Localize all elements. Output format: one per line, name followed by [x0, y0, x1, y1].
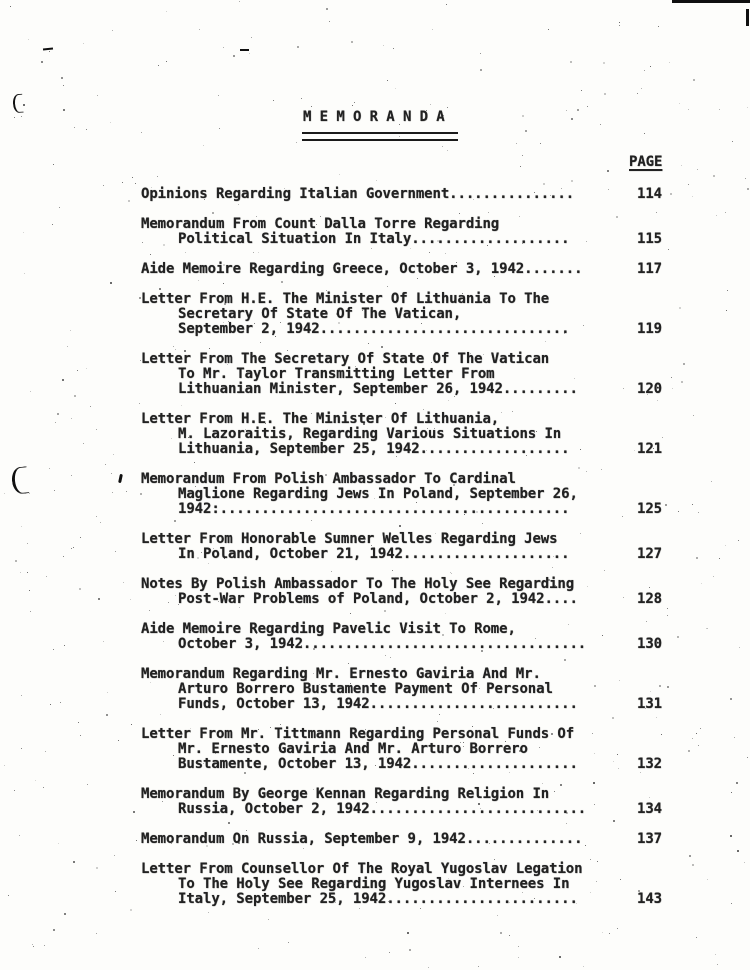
toc-entry: [141, 412, 662, 457]
toc-entry: [141, 262, 662, 277]
page-number: 115: [637, 231, 662, 247]
toc-entry: [141, 352, 662, 397]
toc-list: [141, 187, 662, 922]
page-number: 143: [637, 891, 662, 907]
page-number: 121: [637, 441, 662, 457]
page-number: 134: [637, 801, 662, 817]
page-column-header: PAGE: [629, 154, 663, 170]
toc-line: Memorandum Regarding Mr. Ernesto Gaviria And Mr.: [141, 666, 541, 682]
toc-entry: [141, 832, 662, 847]
toc-line: October 3, 1942..................................: [178, 636, 587, 652]
toc-line: Arturo Borrero Bustamente Payment Of Personal: [178, 681, 553, 697]
toc-entry: [141, 622, 662, 652]
toc-line: Post-War Problems of Poland, October 2, 1942....: [178, 591, 578, 607]
page-number: 137: [637, 831, 662, 847]
toc-line: Memorandum From Polish Ambassador To Cardinal: [141, 471, 516, 487]
toc-line: September 2, 1942..............................: [178, 321, 570, 337]
toc-line: Notes By Polish Ambassador To The Holy See Regarding: [141, 576, 575, 592]
toc-line: Letter From The Secretary Of State Of The Vatican: [141, 351, 550, 367]
toc-line: Aide Memoire Regarding Greece, October 3, 1942.......: [141, 261, 583, 277]
toc-line: Lithuania, September 25, 1942..................: [178, 441, 570, 457]
toc-line: Political Situation In Italy...................: [178, 231, 570, 247]
toc-line: Memorandum By George Kennan Regarding Religion In: [141, 786, 550, 802]
toc-line: Letter From H.E. The Minister Of Lithuania,: [141, 411, 500, 427]
page-number: 132: [637, 756, 662, 772]
toc-line: Russia, October 2, 1942..........................: [178, 801, 587, 817]
toc-line: Letter From H.E. The Minister Of Lithuania To The: [141, 291, 550, 307]
toc-line: Letter From Counsellor Of The Royal Yugoslav Legation: [141, 861, 583, 877]
toc-entry: [141, 292, 662, 337]
toc-entry: [141, 727, 662, 772]
toc-line: Secretary Of State Of The Vatican,: [178, 306, 462, 322]
toc-line: Maglione Regarding Jews In Poland, September 26,: [178, 486, 578, 502]
toc-entry: [141, 862, 662, 907]
toc-line: M. Lazoraitis, Regarding Various Situations In: [178, 426, 562, 442]
toc-line: Memorandum On Russia, September 9, 1942..............: [141, 831, 583, 847]
toc-line: Mr. Ernesto Gaviria And Mr. Arturo Borrero: [178, 741, 528, 757]
page-number: 125: [637, 501, 662, 517]
toc-line: Memorandum From Count Dalla Torre Regarding: [141, 216, 500, 232]
page-title: M E M O R A N D A: [303, 109, 445, 125]
stray-tick-mark: [118, 474, 123, 483]
scan-edge-line: [672, 0, 750, 3]
page-number: 119: [637, 321, 662, 337]
page-number: 114: [637, 186, 662, 202]
toc-line: Italy, September 25, 1942.......................: [178, 891, 578, 907]
toc-entry: [141, 472, 662, 517]
toc-entry: [141, 787, 662, 817]
pencil-paren-mark-large: [11, 466, 30, 495]
toc-entry: [141, 187, 662, 202]
toc-line: Letter From Honorable Sumner Welles Regarding Jews: [141, 531, 558, 547]
toc-entry: [141, 217, 662, 247]
toc-line: Letter From Mr. Tittmann Regarding Personal Funds Of: [141, 726, 575, 742]
page-number: 130: [637, 636, 662, 652]
scan-edge-tick: [746, 9, 749, 26]
scan-dash-mark: [43, 47, 53, 50]
toc-entry: [141, 577, 662, 607]
toc-line: Aide Memoire Regarding Pavelic Visit To Rome,: [141, 621, 516, 637]
toc-line: Opinions Regarding Italian Government...............: [141, 186, 575, 202]
toc-line: In Poland, October 21, 1942....................: [178, 546, 570, 562]
toc-line: Bustamente, October 13, 1942....................: [178, 756, 578, 772]
page-number: 127: [637, 546, 662, 562]
page-number: 131: [637, 696, 662, 712]
toc-line: To The Holy See Regarding Yugoslav Internees In: [178, 876, 570, 892]
pencil-paren-mark-small: [12, 94, 23, 114]
toc-line: 1942:..........................................: [178, 501, 570, 517]
toc-line: To Mr. Taylor Transmitting Letter From: [178, 366, 495, 382]
page-number: 128: [637, 591, 662, 607]
toc-entry: [141, 667, 662, 712]
title-underline: [302, 132, 458, 141]
toc-entry: [141, 532, 662, 562]
scan-dash-mark: [240, 49, 249, 51]
toc-line: Funds, October 13, 1942.........................: [178, 696, 578, 712]
toc-line: Lithuanian Minister, September 26, 1942.........: [178, 381, 578, 397]
page-number: 117: [637, 261, 662, 277]
page-number: 120: [637, 381, 662, 397]
